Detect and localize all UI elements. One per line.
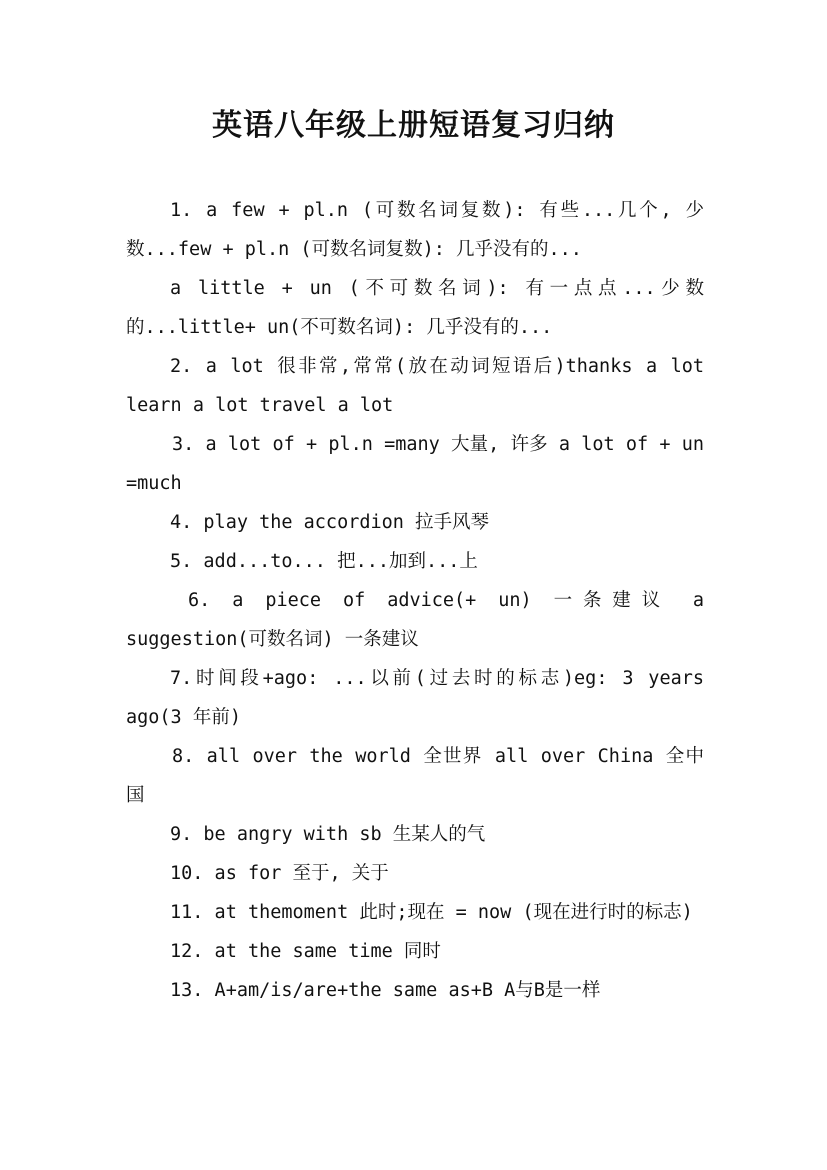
list-item: 12. at the same time 同时 — [170, 941, 441, 962]
list-item: 1. a few + pl.n (可数名词复数): 有些...几个, 少数...few + pl.n (可数名词复数): 几乎没有的... — [126, 200, 704, 260]
list-item: 8. all over the world 全世界 all over China 全中国 — [126, 746, 704, 806]
list-item: 13. A+am/is/are+the same as+B A与B是一样 — [170, 980, 601, 1001]
list-item: 5. add...to... 把...加到...上 — [170, 551, 478, 572]
list-item: a little + un (不可数名词): 有一点点...少数的...little+ un(不可数名词): 几乎没有的... — [126, 278, 704, 338]
list-item: 4. play the accordion 拉手风琴 — [170, 512, 490, 533]
page-title: 英语八年级上册短语复习归纳 — [212, 108, 615, 143]
list-item: 9. be angry with sb 生某人的气 — [170, 824, 486, 845]
list-item: 6. a piece of advice(+ un) 一条建议 a suggestion(可数名词) 一条建议 — [126, 590, 704, 650]
list-item: 7.时间段+ago: ...以前(过去时的标志)eg: 3 years ago(3 年前) — [126, 668, 704, 728]
phrase-list — [126, 191, 704, 1010]
list-item: 3. a lot of + pl.n =many 大量, 许多 a lot of + un =much — [126, 434, 704, 494]
list-item: 10. as for 至于, 关于 — [170, 863, 389, 884]
list-item: 11. at themoment 此时;现在 = now (现在进行时的标志) — [170, 902, 693, 923]
list-item: 2. a lot 很非常,常常(放在动词短语后)thanks a lot learn a lot travel a lot — [126, 356, 704, 416]
